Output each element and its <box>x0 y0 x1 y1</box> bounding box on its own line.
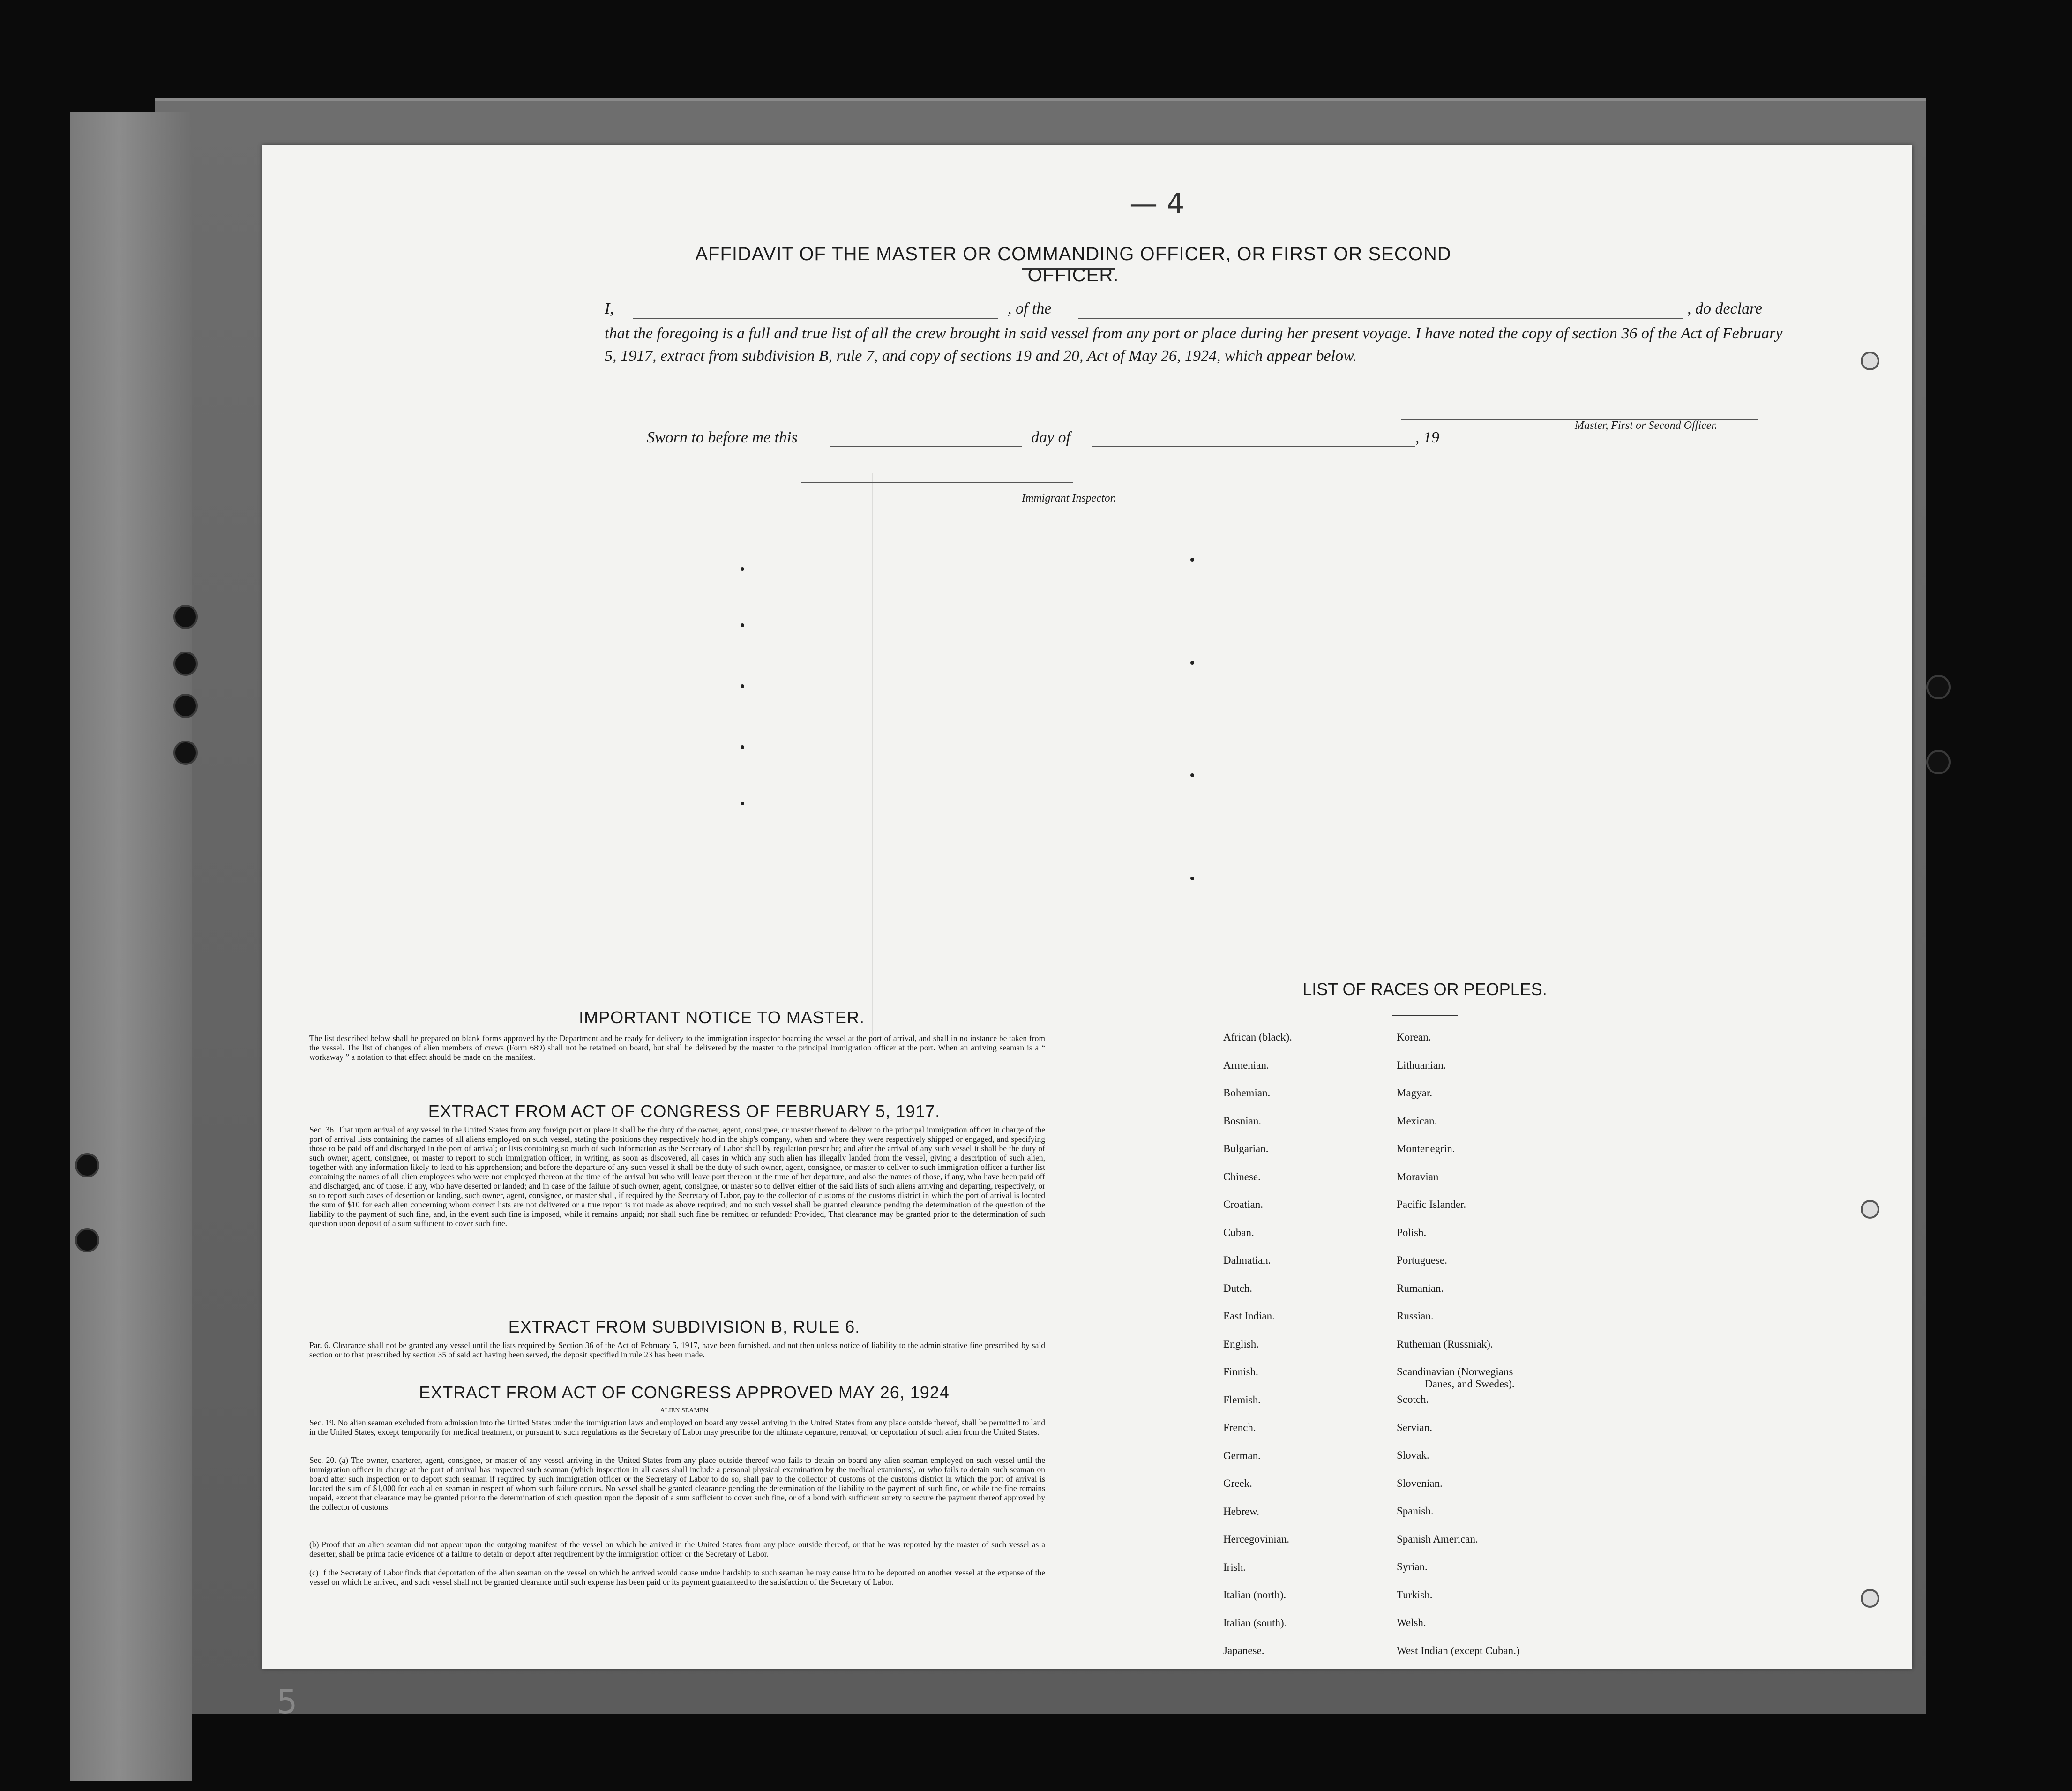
race-item: German. <box>1223 1449 1261 1461</box>
race-item: African (black). <box>1223 1031 1292 1043</box>
race-item: Polish. <box>1397 1226 1427 1238</box>
master-signature-field[interactable] <box>1401 405 1758 420</box>
bleed-dot <box>741 745 744 749</box>
race-item: Croatian. <box>1223 1199 1263 1210</box>
race-item: Korean. <box>1397 1031 1431 1043</box>
race-item: Syrian. <box>1397 1561 1428 1573</box>
bleed-dot <box>741 623 744 627</box>
race-item: Bosnian. <box>1223 1115 1262 1127</box>
binder-spine <box>70 112 192 1781</box>
binder-hole <box>1926 750 1951 774</box>
race-item: Flemish. <box>1223 1394 1261 1406</box>
race-item: Spanish. <box>1397 1505 1434 1517</box>
race-item: Hercegovinian. <box>1223 1533 1290 1545</box>
extract-1924-subtitle: ALIEN SEAMEN <box>660 1407 709 1414</box>
extract-1924-sec20b: (b) Proof that an alien seaman did not appear upon the outgoing manifest of the vessel on which he arrived in the United States from any place outside thereof, or that he was reported by the master of such vessel as a deserter, shall be prima facie evidence of a failure to detain or deport after requirement by the immigration officer or the Secretary of Labor. <box>309 1540 1045 1559</box>
extract-1924-title: EXTRACT FROM ACT OF CONGRESS APPROVED MAY 26, 1924 <box>419 1383 950 1402</box>
master-name-field[interactable] <box>633 305 998 319</box>
ring-hole <box>1861 1589 1879 1608</box>
race-item: Magyar. <box>1397 1087 1433 1099</box>
notice-body: The list described below shall be prepared on blank forms approved by the Department and be ready for delivery to the immigration inspector boarding the vessel at the port of arrival, and shall in no instance be taken from the vessel. The list of changes of alien members of crews (Form 689) shall not be retained on board, but shall be delivered by the master to the principal immigration officer at the port. When an arriving seaman is a “ workaway ” a notation to that effect should be made on the manifest. <box>309 1034 1045 1062</box>
inspector-caption: Immigrant Inspector. <box>1022 492 1116 504</box>
binder-hole <box>1926 675 1951 699</box>
extract-1924-sec20c: (c) If the Secretary of Labor finds that deportation of the alien seaman on the vessel on which he arrived would cause undue hardship to such seaman he may cause him to be deported on another vessel at the expense of the vessel on which he arrived, and such vessel shall not be granted clearance until such expense has been paid or its payment guaranteed to the satisfaction of the Secretary of Labor. <box>309 1568 1045 1587</box>
race-item: Irish. <box>1223 1561 1246 1573</box>
race-item: Pacific Islander. <box>1397 1199 1466 1210</box>
race-item: Montenegrin. <box>1397 1143 1455 1154</box>
race-item: Slovak. <box>1397 1449 1429 1461</box>
binder-hole <box>173 652 198 676</box>
race-item: Welsh. <box>1397 1617 1426 1628</box>
bleed-through-table <box>872 473 1809 1036</box>
race-item: Lithuanian. <box>1397 1059 1446 1071</box>
bleed-dot <box>1190 661 1194 665</box>
race-item: Slovenian. <box>1397 1477 1443 1489</box>
races-left-column <box>1223 1031 1292 1673</box>
race-item: Italian (north). <box>1223 1589 1287 1601</box>
ring-hole <box>1861 352 1879 370</box>
affidavit-declaration-text: that the foregoing is a full and true list of all the crew brought in said vessel from any port or place during her present voyage. I have noted the copy of section 36 of the Act of February 5, 1917, extract from subdivision B, rule 7, and copy of sections 19 and 20, Act of May 26, 1924, which appear below. <box>605 325 1783 365</box>
bleed-dot <box>741 567 744 571</box>
race-item: Chinese. <box>1223 1170 1261 1183</box>
sworn-month-field[interactable] <box>1092 433 1415 447</box>
race-item: Moravian <box>1397 1170 1439 1183</box>
bleed-dot <box>1190 558 1194 562</box>
race-item: Bulgarian. <box>1223 1143 1269 1154</box>
extract-1917-body: Sec. 36. That upon arrival of any vessel in the United States from any foreign port or place it shall be the duty of the owner, agent, consignee, or master thereof to deliver to the principal immigration officer in charge of the port of arrival lists containing the names of all aliens employed on such vessel, stating the positions they respectively hold in the ship's company, when and where they were respectively shipped or engaged, and specifying those to be paid off and discharged in the port of arrival; or lists containing so much of such information as the Secretary of Labor shall by regulation prescribe; and after the arrival of any such vessel it shall be the duty of such owner, agent, consignee, or master to report to such immigration officer, in writing, as soon as discovered, all cases in which any such alien has illegally landed from the vessel, giving a description of such alien, together with any information likely to lead to his apprehension; and before the departure of any such vessel it shall be the duty of such owner, agent, consignee, or master to deliver to such immigration officer a further list containing the names of all alien employees who were not employed thereon at the time of the arrival but who will leave port thereon at the time of her departure, and also the names of those, if any, who have been paid off and discharged, and of those, if any, who have deserted or landed; and in case of the failure of such owner, agent, consignee, or master so to deliver either of the said lists of such aliens arriving and departing, respectively, or so to report such cases of desertion or landing, such owner, agent, consignee, or master shall, if required by the Secretary of Labor, pay to the collector of customs of the customs district in which the port of arrival is located the sum of $10 for each alien concerning whom correct lists are not delivered or a true report is not made as above required; and no such vessel shall be granted clearance pending the determination of the question of the liability to the payment of such fine, and, in the event such fine is imposed, while it remains unpaid; nor shall such fine be remitted or refunded: Provided, That clearance may be granted prior to the determination of such question upon deposit of a sum sufficient to cover such fine. <box>309 1125 1045 1228</box>
race-item: Ruthenian (Russniak). <box>1397 1338 1493 1350</box>
race-item: Danes, and Swedes). <box>1425 1378 1515 1390</box>
master-signature-caption: Master, First or Second Officer. <box>1575 420 1717 432</box>
races-right-column <box>1397 1031 1520 1672</box>
bleed-dot <box>1190 773 1194 777</box>
race-item: Scotch. <box>1397 1394 1429 1405</box>
race-item: West Indian (except Cuban.) <box>1397 1644 1520 1656</box>
extract-1924-sec19: Sec. 19. No alien seaman excluded from admission into the United States under the immigration laws and employed on board any vessel arriving in the United States from any place outside thereof, shall be permitted to land in the United States, except temporarily for medical treatment, or pursuant to such regulations as the Secretary of Labor may prescribe for the ultimate departure, removal, or deportation of such alien from the United States. <box>309 1418 1045 1437</box>
inspector-signature-field[interactable] <box>801 469 1073 483</box>
bleed-dot <box>1190 877 1194 880</box>
race-item: Spanish American. <box>1397 1533 1478 1545</box>
binder-hole <box>173 694 198 718</box>
sworn-year-label: , 19 <box>1415 429 1439 446</box>
affidavit-form-page <box>262 145 1912 1669</box>
race-item: Turkish. <box>1397 1589 1433 1601</box>
binder-hole <box>75 1228 99 1252</box>
extract-rule6-title: EXTRACT FROM SUBDIVISION B, RULE 6. <box>508 1317 860 1336</box>
binder-hole <box>173 605 198 629</box>
vessel-name-field[interactable] <box>1078 305 1683 319</box>
race-item: Dutch. <box>1223 1282 1252 1294</box>
race-item: Finnish. <box>1223 1366 1258 1378</box>
race-item: Japanese. <box>1223 1645 1264 1656</box>
race-item: Cuban. <box>1223 1226 1254 1238</box>
ring-hole <box>1861 1200 1879 1219</box>
affidavit-title: AFFIDAVIT OF THE MASTER OR COMMANDING OFFICER, OR FIRST OR SECOND OFFICER. <box>695 244 1451 285</box>
bleed-dot <box>741 684 744 688</box>
race-item: Hebrew. <box>1223 1505 1260 1517</box>
race-item: East Indian. <box>1223 1310 1275 1322</box>
race-item: Italian (south). <box>1223 1617 1287 1629</box>
affidavit-i-label: I, <box>605 300 614 317</box>
affidavit-of-the-label: , of the <box>1008 300 1052 317</box>
sworn-label: Sworn to before me this <box>647 429 798 446</box>
binder-hole <box>75 1153 99 1177</box>
handwritten-bottom-mark: 5 <box>277 1683 298 1721</box>
title-underline <box>1022 268 1115 270</box>
handwritten-top-mark: — 4 <box>1130 187 1185 220</box>
notice-title: IMPORTANT NOTICE TO MASTER. <box>579 1008 865 1027</box>
sworn-day-of-label: day of <box>1031 429 1071 446</box>
extract-1924-sec20a: Sec. 20. (a) The owner, charterer, agent, consignee, or master of any vessel arriving in the United States from any place outside thereof who fails to detain on board any alien seaman employed on such vessel until the immigration officer in charge at the port of arrival has inspected such seaman (which inspection in all cases shall include a personal physical examination by the medical examiners), or who fails to detain such seaman on board after such inspection or to deport such seaman if required by such immigration officer or the Secretary of Labor to do so, shall pay to the collector of customs of the customs district in which the port of arrival is located the sum of $1,000 for each alien seaman in respect of whom such failure occurs. No vessel shall be granted clearance pending the determination of the liability to the payment of such fine, or while the fine remains unpaid, except that clearance may be granted prior to the determination of such question upon the deposit of a sum sufficient to cover such fine, or of a bond with sufficient surety to secure the payment thereof approved by the collector of customs. <box>309 1455 1045 1512</box>
races-title-underline <box>1392 1015 1458 1016</box>
extract-1917-title: EXTRACT FROM ACT OF CONGRESS OF FEBRUARY 5, 1917. <box>428 1102 941 1121</box>
race-item: French. <box>1223 1422 1256 1433</box>
races-title: LIST OF RACES OR PEOPLES. <box>1302 980 1547 999</box>
race-item: Mexican. <box>1397 1115 1437 1127</box>
race-item: Portuguese. <box>1397 1254 1447 1266</box>
race-item: Scandinavian (Norwegians <box>1397 1366 1513 1378</box>
extract-rule6-body: Par. 6. Clearance shall not be granted any vessel until the lists required by Section 36 of the Act of February 5, 1917, have been furnished, and not then unless notice of liability to the administrative fine prescribed by said section or to that prescribed by section 35 of said act having been served, the deposit specified in rule 23 has been made. <box>309 1341 1045 1359</box>
bleed-dot <box>741 802 744 805</box>
race-item: Russian. <box>1397 1310 1434 1322</box>
race-item: Greek. <box>1223 1477 1252 1489</box>
sworn-day-field[interactable] <box>830 433 1022 447</box>
affidavit-do-declare-label: , do declare <box>1687 300 1763 317</box>
race-item: Armenian. <box>1223 1059 1269 1071</box>
race-item: Bohemian. <box>1223 1087 1271 1099</box>
race-item: Dalmatian. <box>1223 1254 1271 1266</box>
race-item: English. <box>1223 1338 1259 1350</box>
race-item: Servian. <box>1397 1421 1433 1433</box>
binder-hole <box>173 741 198 765</box>
race-item: Rumanian. <box>1397 1282 1444 1294</box>
